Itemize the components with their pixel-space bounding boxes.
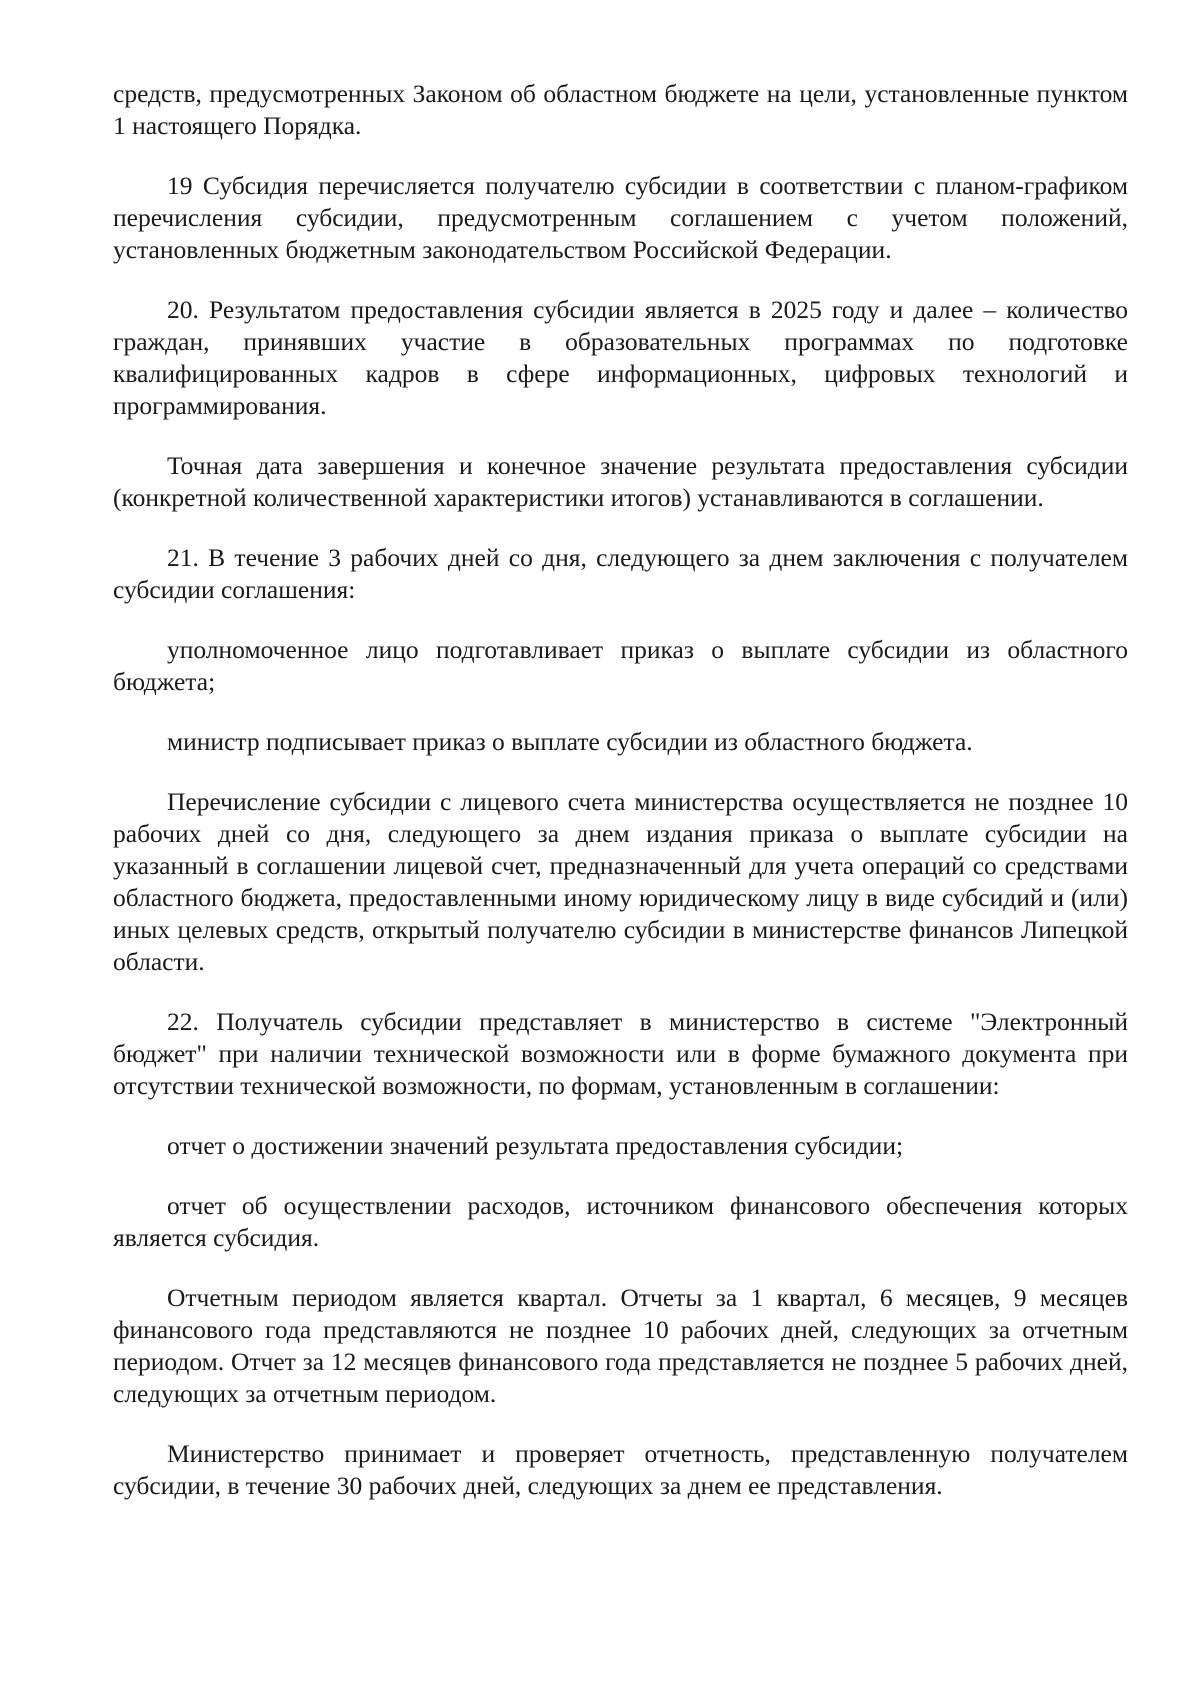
paragraph-minister-signs: министр подписывает приказ о выплате субсидии из областного бюджета. bbox=[167, 727, 973, 756]
paragraph-continuation: средств, предусмотренных Законом об областном бюджете на цели, установленные пунктом 1 настоящего Порядка. bbox=[113, 79, 1128, 140]
paragraph-transfer: Перечисление субсидии с лицевого счета министерства осуществляется не позднее 10 рабочих дней со дня, следующего за днем издания приказа о выплате субсидии на указанный в соглашении лицевой счет, предназначенный для учета операций со средствами областного бюджета, предоставленными иному юридическому лицу в виде субсидий и (или) иных целевых средств, открытый получателю субсидии в министерстве финансов Липецкой области. bbox=[113, 787, 1128, 976]
paragraph-report-expenses: отчет об осуществлении расходов, источником финансового обеспечения которых является субсидия. bbox=[113, 1191, 1128, 1252]
paragraph-19: 19 Субсидия перечисляется получателю субсидии в соответствии с планом-графиком перечисления субсидии, предусмотренным соглашением с учетом положений, установленных бюджетным законодательством Российской Федерации. bbox=[113, 171, 1128, 264]
paragraph-authorized-person: уполномоченное лицо подготавливает приказ о выплате субсидии из областного бюджета; bbox=[113, 635, 1128, 696]
paragraph-21: 21. В течение 3 рабочих дней со дня, следующего за днем заключения с получателем субсидии соглашения: bbox=[113, 543, 1128, 604]
paragraph-ministry-review: Министерство принимает и проверяет отчетность, представленную получателем субсидии, в течение 30 рабочих дней, следующих за днем ее представления. bbox=[113, 1439, 1128, 1500]
paragraph-22: 22. Получатель субсидии представляет в министерство в системе "Электронный бюджет" при наличии технической возможности или в форме бумажного документа при отсутствии технической возможности, по формам, установленным в соглашении: bbox=[113, 1007, 1128, 1100]
paragraph-report-results: отчет о достижении значений результата предоставления субсидии; bbox=[167, 1131, 904, 1160]
paragraph-20: 20. Результатом предоставления субсидии является в 2025 году и далее – количество граждан, принявших участие в образовательных программах по подготовке квалифицированных кадров в сфере информационных, цифровых технологий и программирования. bbox=[113, 295, 1128, 420]
document-body bbox=[113, 78, 1128, 1530]
paragraph-result-date: Точная дата завершения и конечное значение результата предоставления субсидии (конкретной количественной характеристики итогов) устанавливаются в соглашении. bbox=[113, 451, 1128, 512]
paragraph-reporting-period: Отчетным периодом является квартал. Отчеты за 1 квартал, 6 месяцев, 9 месяцев финансового года представляются не позднее 10 рабочих дней, следующих за отчетным периодом. Отчет за 12 месяцев финансового года представляется не позднее 5 рабочих дней, следующих за отчетным периодом. bbox=[113, 1283, 1128, 1408]
